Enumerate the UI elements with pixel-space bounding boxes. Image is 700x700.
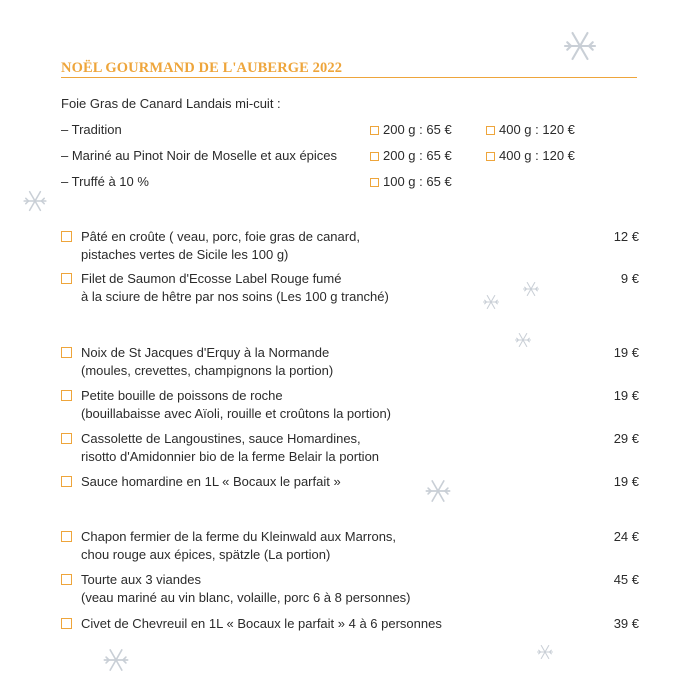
option-200g[interactable]: 200 g : 65 € (370, 148, 452, 163)
checkbox[interactable] (61, 347, 72, 358)
snowflake-icon (562, 28, 598, 64)
foie-gras-row (61, 148, 621, 164)
title-divider (61, 77, 637, 78)
price: 19 € (613, 474, 639, 489)
checkbox[interactable] (61, 433, 72, 444)
price: 19 € (613, 388, 639, 403)
snowflake-icon (424, 477, 452, 505)
checkbox[interactable] (61, 574, 72, 585)
checkbox[interactable] (486, 126, 495, 135)
foie-gras-label: – Mariné au Pinot Noir de Moselle et aux épices (61, 148, 338, 163)
price: 45 € (613, 572, 639, 587)
price: 29 € (613, 431, 639, 446)
option-100g[interactable]: 100 g : 65 € (370, 174, 452, 189)
option-400g[interactable]: 400 g : 120 € (486, 122, 575, 137)
price: 39 € (613, 616, 639, 631)
snowflake-icon (522, 280, 540, 298)
snowflake-icon (536, 643, 554, 661)
snowflake-icon (482, 293, 500, 311)
price: 19 € (613, 345, 639, 360)
checkbox[interactable] (61, 273, 72, 284)
snowflake-icon (514, 331, 532, 349)
foie-gras-label: – Truffé à 10 % (61, 174, 149, 189)
checkbox[interactable] (370, 178, 379, 187)
checkbox[interactable] (486, 152, 495, 161)
checkbox[interactable] (61, 618, 72, 629)
foie-gras-row (61, 122, 621, 138)
snowflake-icon (22, 188, 48, 214)
option-400g[interactable]: 400 g : 120 € (486, 148, 575, 163)
checkbox[interactable] (370, 152, 379, 161)
page-title: NOËL GOURMAND DE L'AUBERGE 2022 (61, 60, 343, 76)
price: 24 € (613, 529, 639, 544)
checkbox[interactable] (370, 126, 379, 135)
foie-gras-label: – Tradition (61, 122, 122, 137)
checkbox[interactable] (61, 390, 72, 401)
checkbox[interactable] (61, 531, 72, 542)
option-200g[interactable]: 200 g : 65 € (370, 122, 452, 137)
checkbox[interactable] (61, 231, 72, 242)
checkbox[interactable] (61, 476, 72, 487)
price: 9 € (620, 271, 639, 286)
foie-gras-heading: Foie Gras de Canard Landais mi-cuit : (61, 96, 281, 111)
price: 12 € (613, 229, 639, 244)
foie-gras-row (61, 174, 621, 190)
snowflake-icon (102, 646, 130, 674)
